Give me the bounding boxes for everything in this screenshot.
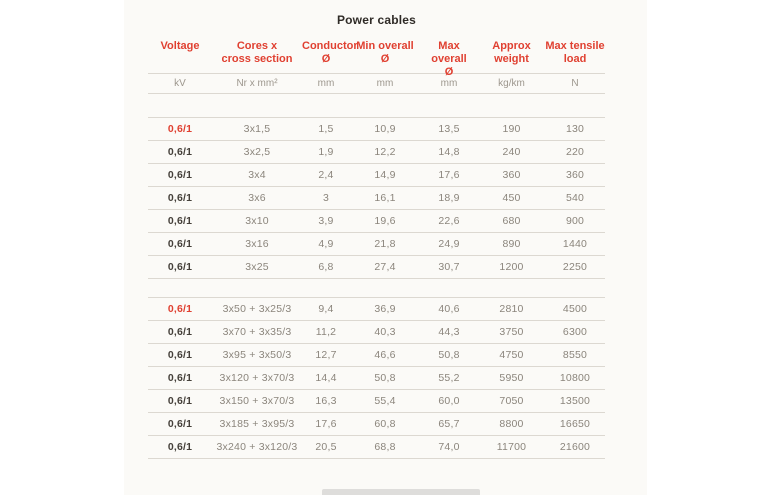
voltage-cell: 0,6/1 [167, 123, 193, 135]
data-cell: 1440 [562, 238, 588, 250]
data-cell: 8800 [499, 418, 524, 430]
unit-cell: kV [174, 78, 186, 89]
data-cell: 3x150 + 3x70/3 [219, 395, 295, 407]
column-header-line: Ø [321, 53, 331, 65]
data-cell: 1200 [499, 261, 524, 273]
data-cell: 12,7 [315, 349, 337, 361]
data-cell: 17,6 [315, 418, 337, 430]
page-footer-tab [322, 489, 480, 495]
data-cell: 14,9 [374, 169, 396, 181]
units-row [148, 74, 605, 93]
data-cell: 3x10 [245, 215, 269, 227]
voltage-cell: 0,6/1 [167, 418, 193, 430]
data-cell: 68,8 [374, 441, 396, 453]
data-cell: 50,8 [438, 349, 460, 361]
data-cell: 3x240 + 3x120/3 [216, 441, 298, 453]
data-cell: 3 [322, 192, 330, 204]
column-header-line: Ø [380, 53, 390, 65]
data-cell: 6,8 [318, 261, 334, 273]
column-header-line: Min overall [356, 40, 414, 52]
unit-cell: Nr x mm² [236, 78, 278, 89]
column-header [350, 36, 420, 66]
data-cell: 5950 [499, 372, 524, 384]
data-cell: 220 [565, 146, 585, 158]
data-cell: 22,6 [438, 215, 460, 227]
data-cell: 11,2 [315, 326, 337, 338]
data-cell: 4,9 [318, 238, 334, 250]
data-cell: 3x120 + 3x70/3 [219, 372, 295, 384]
data-cell: 40,3 [374, 326, 396, 338]
data-cell: 19,6 [374, 215, 396, 227]
data-cell: 4500 [562, 303, 588, 315]
voltage-cell: 0,6/1 [167, 146, 193, 158]
data-cell: 16,3 [315, 395, 337, 407]
data-cell: 2,4 [318, 169, 334, 181]
table-row [148, 256, 605, 278]
unit-cell: N [571, 78, 579, 89]
column-header-line: Cores x [236, 40, 278, 52]
table-row [148, 436, 605, 458]
voltage-cell: 0,6/1 [167, 441, 193, 453]
data-cell: 3x4 [248, 169, 266, 181]
data-cell: 6300 [562, 326, 588, 338]
table-row [148, 344, 605, 366]
column-header-line: Max tensile [545, 40, 605, 52]
data-cell: 3,9 [318, 215, 334, 227]
data-cell: 21600 [559, 441, 591, 453]
table-row [148, 210, 605, 232]
data-cell: 3x1,5 [243, 123, 271, 135]
page-title: Power cables [336, 13, 417, 27]
data-cell: 10,9 [374, 123, 396, 135]
voltage-cell: 0,6/1 [167, 395, 193, 407]
voltage-cell: 0,6/1 [167, 372, 193, 384]
data-cell: 40,6 [438, 303, 460, 315]
table-row [148, 413, 605, 435]
data-cell: 3x95 + 3x50/3 [222, 349, 292, 361]
data-cell: 7050 [499, 395, 524, 407]
voltage-cell: 0,6/1 [167, 169, 193, 181]
data-cell: 36,9 [374, 303, 396, 315]
data-cell: 8550 [562, 349, 588, 361]
data-cell: 2810 [499, 303, 524, 315]
voltage-cell: 0,6/1 [167, 215, 193, 227]
data-cell: 74,0 [438, 441, 460, 453]
table-row [148, 141, 605, 163]
table-row [148, 298, 605, 320]
column-header-line: weight [494, 53, 529, 65]
data-cell: 16,1 [374, 192, 396, 204]
data-cell: 60,0 [438, 395, 460, 407]
voltage-cell: 0,6/1 [167, 303, 193, 315]
voltage-cell: 0,6/1 [167, 261, 193, 273]
unit-cell: mm [440, 78, 458, 89]
column-header [478, 36, 545, 66]
section-gap [148, 94, 605, 117]
data-cell: 60,8 [374, 418, 396, 430]
data-cell: 50,8 [374, 372, 396, 384]
row-divider [148, 458, 605, 459]
data-cell: 14,8 [438, 146, 460, 158]
column-header-line: Max overall [431, 40, 467, 65]
data-cell: 18,9 [438, 192, 460, 204]
data-cell: 360 [502, 169, 521, 181]
unit-cell: kg/km [498, 78, 525, 89]
data-cell: 4750 [499, 349, 524, 361]
data-cell: 20,5 [315, 441, 337, 453]
data-cell: 2250 [562, 261, 588, 273]
data-cell: 3x70 + 3x35/3 [222, 326, 292, 338]
table-row [148, 367, 605, 389]
data-cell: 24,9 [438, 238, 460, 250]
table-row [148, 321, 605, 343]
column-header [302, 36, 358, 66]
data-cell: 55,4 [374, 395, 396, 407]
data-cell: 9,4 [318, 303, 334, 315]
data-cell: 890 [502, 238, 521, 250]
data-cell: 680 [502, 215, 521, 227]
column-header [148, 36, 212, 53]
data-cell: 3x50 + 3x25/3 [222, 303, 292, 315]
column-header-line: Approx [492, 40, 531, 52]
data-cell: 16650 [559, 418, 591, 430]
data-cell: 1,5 [318, 123, 334, 135]
data-cell: 17,6 [438, 169, 460, 181]
unit-cell: mm [376, 78, 394, 89]
data-cell: 3x185 + 3x95/3 [219, 418, 295, 430]
voltage-cell: 0,6/1 [167, 326, 193, 338]
data-cell: 65,7 [438, 418, 460, 430]
column-header-line: cross section [221, 53, 293, 65]
column-header [545, 36, 605, 66]
data-cell: 55,2 [438, 372, 460, 384]
column-header-line: load [563, 53, 587, 65]
catalog-page [124, 0, 647, 495]
table-row [148, 187, 605, 209]
table-row [148, 390, 605, 412]
data-cell: 900 [565, 215, 585, 227]
data-cell: 14,4 [315, 372, 337, 384]
column-header [420, 36, 478, 79]
data-cell: 1,9 [318, 146, 334, 158]
column-header-line: Voltage [160, 40, 200, 52]
voltage-cell: 0,6/1 [167, 238, 193, 250]
data-cell: 12,2 [374, 146, 396, 158]
data-cell: 3x6 [248, 192, 266, 204]
data-cell: 540 [565, 192, 585, 204]
data-cell: 130 [565, 123, 585, 135]
data-cell: 46,6 [374, 349, 396, 361]
column-header [212, 36, 302, 66]
data-cell: 27,4 [374, 261, 396, 273]
data-cell: 3x25 [245, 261, 269, 273]
data-cell: 30,7 [438, 261, 460, 273]
data-cell: 11700 [496, 441, 527, 453]
power-cables-table [148, 36, 605, 459]
data-cell: 3x2,5 [243, 146, 271, 158]
data-cell: 10800 [559, 372, 591, 384]
voltage-cell: 0,6/1 [167, 192, 193, 204]
column-header-line: Ø [444, 66, 454, 78]
unit-cell: mm [317, 78, 335, 89]
data-cell: 450 [502, 192, 521, 204]
data-cell: 3750 [499, 326, 524, 338]
data-cell: 13500 [559, 395, 591, 407]
table-row [148, 164, 605, 186]
data-cell: 21,8 [374, 238, 396, 250]
data-cell: 240 [502, 146, 521, 158]
data-cell: 360 [565, 169, 585, 181]
section-gap [148, 279, 605, 297]
data-cell: 13,5 [438, 123, 460, 135]
table-header-row [148, 36, 605, 78]
table-row [148, 118, 605, 140]
data-cell: 3x16 [245, 238, 269, 250]
table-row [148, 233, 605, 255]
data-cell: 190 [502, 123, 521, 135]
voltage-cell: 0,6/1 [167, 349, 193, 361]
column-header-line: Conductor [302, 40, 358, 52]
data-cell: 44,3 [438, 326, 460, 338]
